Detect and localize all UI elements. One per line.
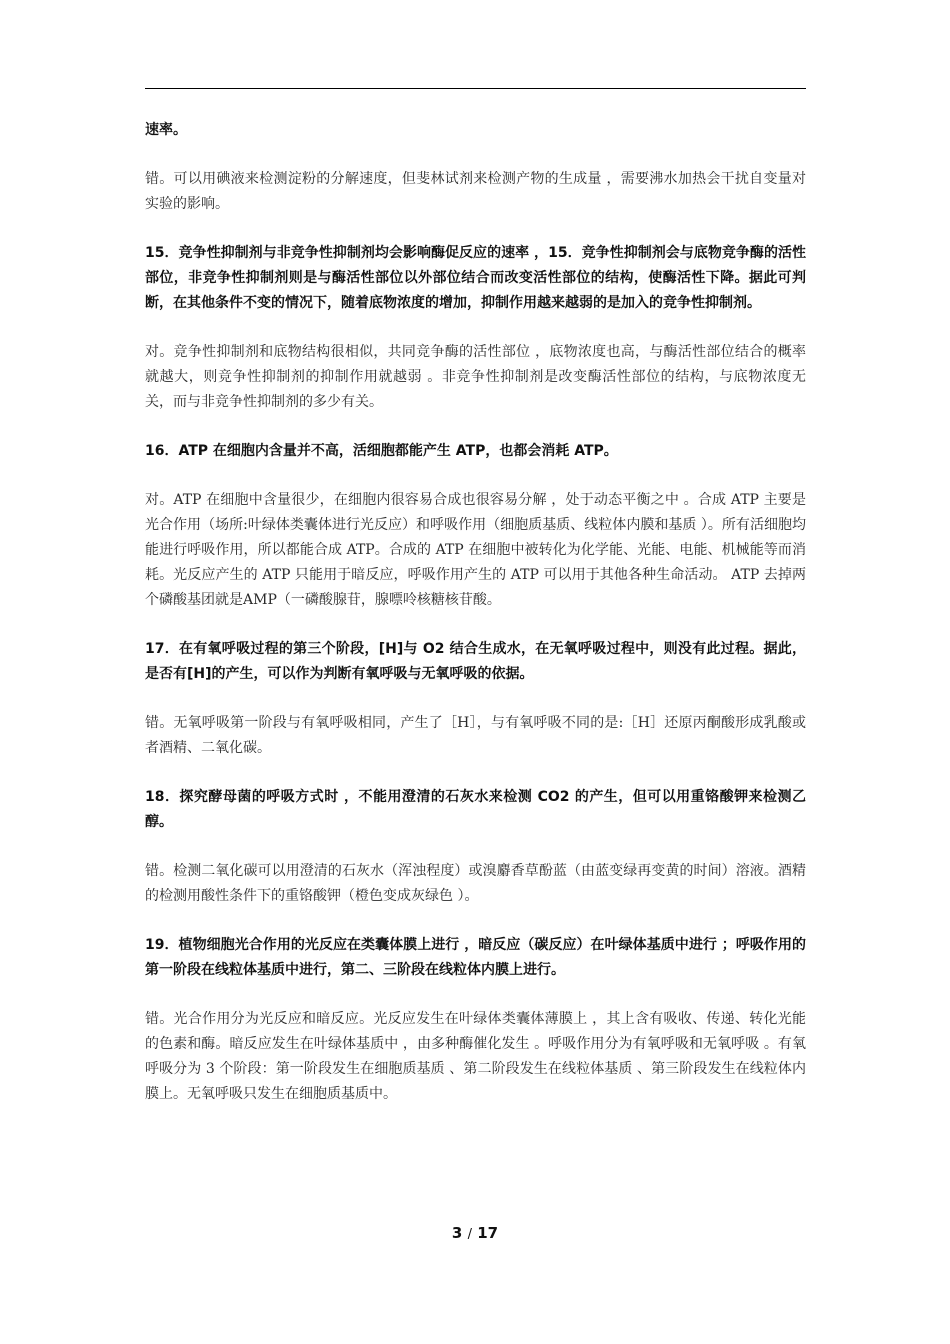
question-paragraph: 17．在有氧呼吸过程的第三个阶段，[H]与 O2 结合生成水，在无氧呼吸过程中，则没有此过程。据此，是否有[H]的产生，可以作为判断有氧呼吸与无氧呼吸的依据。 — [145, 641, 806, 682]
question-paragraph: 18．探究酵母菌的呼吸方式时 ，不能用澄清的石灰水来检测 CO2 的产生，但可以用重铬酸钾来检测乙醇。 — [145, 789, 806, 830]
question-paragraph: 16．ATP 在细胞内含量并不高，活细胞都能产生 ATP，也都会消耗 ATP。 — [145, 443, 618, 459]
document-body — [145, 118, 806, 1107]
question-paragraph: 速率。 — [145, 122, 187, 138]
answer-paragraph: 错。光合作用分为光反应和暗反应。光反应发生在叶绿体类囊体薄膜上 ，其上含有吸收、传递、转化光能的色素和酶。暗反应发生在叶绿体基质中 ，由多种酶催化发生 。呼吸作用分为有氧呼吸和无氧呼吸 。有氧呼吸分为 3 个阶段：第一阶段发生在细胞质基质 、第二阶段发生在线粒体基质 、第三阶段发生在线粒体内膜上。无氧呼吸只发生在细胞质基质中。 — [145, 1011, 806, 1102]
page-separator: / — [467, 1227, 472, 1242]
answer-paragraph: 对。竞争性抑制剂和底物结构很相似，共同竞争酶的活性部位 ，底物浓度也高，与酶活性部位结合的概率就越大，则竞争性抑制剂的抑制作用就越弱 。非竞争性抑制剂是改变酶活性部位的结构，与底物浓度无关，而与非竞争性抑制剂的多少有关。 — [145, 344, 806, 410]
question-paragraph: 15．竞争性抑制剂与非竞争性抑制剂均会影响酶促反应的速率 ，15．竞争性抑制剂会与底物竞争酶的活性部位，非竞争性抑制剂则是与酶活性部位以外部位结合而改变活性部位的结构，使酶活性下降。据此可判断，在其他条件不变的情况下，随着底物浓度的增加，抑制作用越来越弱的是加入的竞争性抑制剂。 — [145, 245, 806, 311]
answer-paragraph: 错。可以用碘液来检测淀粉的分解速度，但斐林试剂来检测产物的生成量 ，需要沸水加热会干扰自变量对实验的影响。 — [145, 171, 806, 212]
question-paragraph: 19．植物细胞光合作用的光反应在类囊体膜上进行 ，暗反应（碳反应）在叶绿体基质中进行 ；呼吸作用的第一阶段在线粒体基质中进行，第二、三阶段在线粒体内膜上进行。 — [145, 937, 806, 978]
answer-paragraph: 错。无氧呼吸第一阶段与有氧呼吸相同，产生了［H］，与有氧呼吸不同的是:［H］还原丙酮酸形成乳酸或者酒精、二氧化碳。 — [145, 715, 806, 756]
current-page: 3 — [451, 1224, 463, 1242]
page-number — [0, 1224, 950, 1242]
answer-paragraph: 错。检测二氧化碳可以用澄清的石灰水（浑浊程度）或溴麝香草酚蓝（由蓝变绿再变黄的时间）溶液。酒精的检测用酸性条件下的重铬酸钾（橙色变成灰绿色 ）。 — [145, 863, 806, 904]
header-rule — [145, 88, 806, 89]
answer-paragraph: 对。ATP 在细胞中含量很少，在细胞内很容易合成也很容易分解 ，处于动态平衡之中 。合成 ATP 主要是光合作用（场所:叶绿体类囊体进行光反应）和呼吸作用（细胞质基质、线粒体内膜和基质 ）。所有活细胞均能进行呼吸作用，所以都能合成 ATP。合成的 ATP 在细胞中被转化为化学能、光能、电能、机械能等而消耗。光反应产生的 ATP 只能用于暗反应，呼吸作用产生的 ATP 可以用于其他各种生命活动。 ATP 去掉两个磷酸基团就是AMP（一磷酸腺苷，腺嘌呤核糖核苷酸。 — [145, 492, 806, 608]
total-pages: 17 — [477, 1224, 499, 1242]
